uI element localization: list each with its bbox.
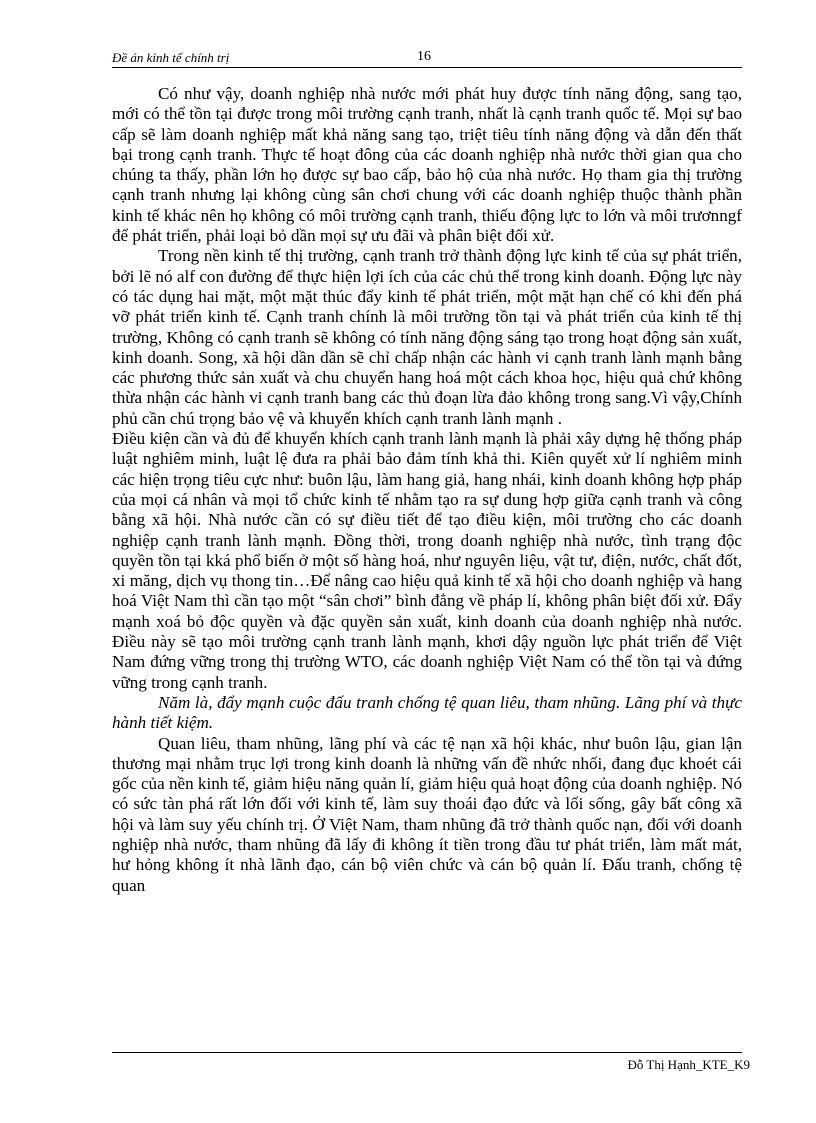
paragraph: Quan liêu, tham nhũng, lãng phí và các tệ nạn xã hội khác, như buôn lậu, gian lận thương mại nhằm trục lợi trong kinh doanh là những vấn đề nhức nhối, đang đục khoét cái gốc của nền kinh tế, giảm hiệu năng quản lí, giảm hiệu quả hoạt động của doanh nghiệp. Nó có sức tàn phá rất lớn đối với kinh tế, làm suy thoái đạo đức và lối sống, gây bất công xã hội và làm suy yếu chính trị. Ở Việt Nam, tham nhũng đã trở thành quốc nạn, đối với doanh nghiệp nhà nước, tham nhũng đã lấy đi không ít tiền trong đầu tư phát triển, làm mất mát, hư hỏng không ít nhà lãnh đạo, cán bộ viên chức và cán bộ quản lí. Đấu tranh, chống tệ quan — [112, 733, 742, 895]
footer-rule — [112, 1052, 742, 1053]
paragraph: Có như vậy, doanh nghiệp nhà nước mới phát huy được tính năng động, sang tạo, mới có thể tồn tại được trong môi trường cạnh tranh, nhất là cạnh tranh quốc tế. Mọi sự bao cấp sẽ làm doanh nghiệp mất khả năng sang tạo, triệt tiêu tính năng động và dẫn đến thất bại trong cạnh tranh. Thực tế hoạt đông của các doanh nghiệp nhà nước thời gian qua cho chúng ta thấy, phần lớn họ được sự bao cấp, bảo hộ của nhà nước. Họ tham gia thị trường cạnh tranh nhưng lại không cùng sân chơi chung với các doanh nghiệp thuộc thành phần kinh tế khác nên họ không có môi trường cạnh tranh, thiếu động lực to lớn và môi trươnngf để phát triển, phải loại bỏ dần mọi sự ưu đãi và phân biệt đối xử. — [112, 84, 742, 246]
header-title: Đề án kinh tế chính trị — [112, 50, 230, 65]
paragraph: Điều kiện cần và đủ để khuyến khích cạnh tranh lành mạnh là phải xây dựng hệ thống pháp luật nghiêm minh, luật lệ đưa ra phải bảo đảm tính khả thi. Kiên quyết xử lí nghiêm minh các hiện trọng tiêu cực như: buôn lậu, làm hang giả, hang nhái, kinh doanh không hợp pháp của mọi cá nhân và mọi tổ chức kinh tế nhằm tạo ra sự dung hợp giữa cạnh tranh và công bằng xã hội. Nhà nước cần có sự điều tiết để tạo điều kiện, môi trường cho các doanh nghiệp cạnh tranh lành mạnh. Đồng thời, trong doanh nghiệp nhà nước, tình trạng độc quyền tồn tại kká phổ biến ở một số hàng hoá, như nguyên liệu, vật tư, điện, nước, chất đốt, xi măng, dịch vụ thong tin…Để nâng cao hiệu quả kinh tế xã hội cho doanh nghiệp và hang hoá Việt Nam thì cần tạo một “sân chơi” bình đẳng về pháp lí, không phân biệt đối xử. Đẩy mạnh xoá bỏ độc quyền và đặc quyền sản xuất, kinh doanh của doanh nghiệp nhà nước. Điều này sẽ tạo môi trường cạnh tranh lành mạnh, khơi dậy nguồn lực phát triển để Việt Nam đứng vững trong thị trường WTO, các doanh nghiệp Việt Nam có thể tồn tại và đứng vững trong cạnh tranh. — [112, 429, 742, 692]
page-number: 16 — [417, 49, 431, 64]
footer-author: Đỗ Thị Hạnh_KTE_K9 — [627, 1057, 750, 1072]
section-heading: Năm là, đẩy mạnh cuộc đấu tranh chống tệ quan liêu, tham nhũng. Lãng phí và thực hành tiết kiệm. — [112, 692, 742, 733]
body-text — [112, 84, 742, 896]
paragraph: Trong nền kinh tế thị trường, cạnh tranh trở thành động lực kinh tế của sự phát triển, bởi lẽ nó alf con đường để thực hiện lợi ích của các chủ thể trong kinh doanh. Động lực này có tác dụng hai mặt, một mặt thúc đẩy kinh tế phát triển, một mặt hạn chế có khi đến phá vỡ phát triển kinh tế. Cạnh tranh chính là môi trường tồn tại và phát triển của kinh tế thị trường, Không có cạnh tranh sẽ không có tính năng động sáng tạo trong hoạt động sản xuất, kinh doanh. Song, xã hội dần dần sẽ chỉ chấp nhận các hành vi cạnh tranh lành mạnh bằng các phương thức sản xuất và chu chuyển hang hoá một cách khoa học, hiệu quả chứ không thừa nhận các hành vi cạnh tranh bang các thủ đoạn lừa đảo không trong sang.Vì vậy,Chính phủ cần chú trọng bảo vệ và khuyến khích cạnh tranh lành mạnh . — [112, 246, 742, 428]
page-header — [112, 48, 742, 68]
